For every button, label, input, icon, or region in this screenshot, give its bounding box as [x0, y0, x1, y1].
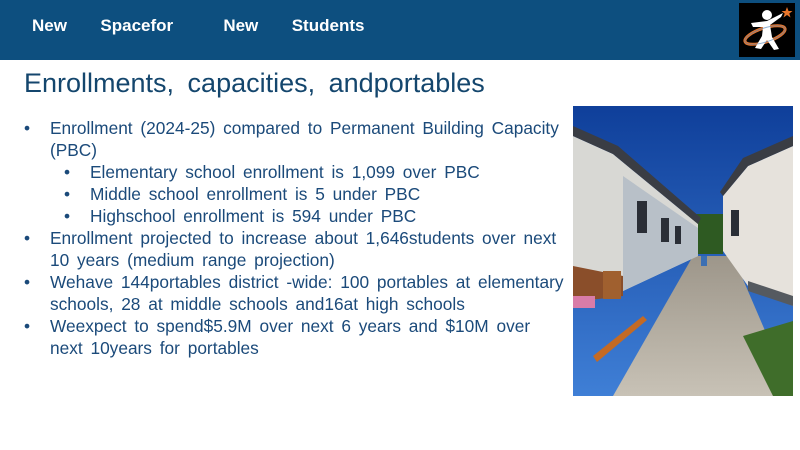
sub-bullet-middle: • Middle school enrollment is 5 under PBC — [24, 183, 564, 205]
bullet-enrollment-vs-capacity: • Enrollment (2024-25) compared to Permanent Building Capacity (PBC) — [24, 117, 564, 161]
bullet-enrollment-projection: • Enrollment projected to increase about 1,646students over next 10 years (medium range projection) — [24, 227, 564, 271]
figure-with-orbit-and-star-icon — [739, 3, 795, 57]
bullet-portables-count: • Wehave 144portables district -wide: 100 portables at elementary schools, 28 at middle schools and16at high schools — [24, 271, 564, 315]
slide-title: Enrollments, capacities, andportables — [24, 68, 485, 98]
header-title: New Spacefor New Students — [32, 16, 365, 35]
sub-bullet-elementary: • Elementary school enrollment is 1,099 over PBC — [24, 161, 564, 183]
portable-classrooms-photo — [573, 106, 793, 396]
sub-bullet-high: • Highschool enrollment is 594 under PBC — [24, 205, 564, 227]
header-bar — [0, 0, 800, 60]
bullet-list — [24, 117, 564, 359]
bullet-portables-spending: • Weexpect to spend$5.9M over next 6 years and $10M over next 10years for portables — [24, 315, 564, 359]
district-logo — [739, 3, 795, 57]
